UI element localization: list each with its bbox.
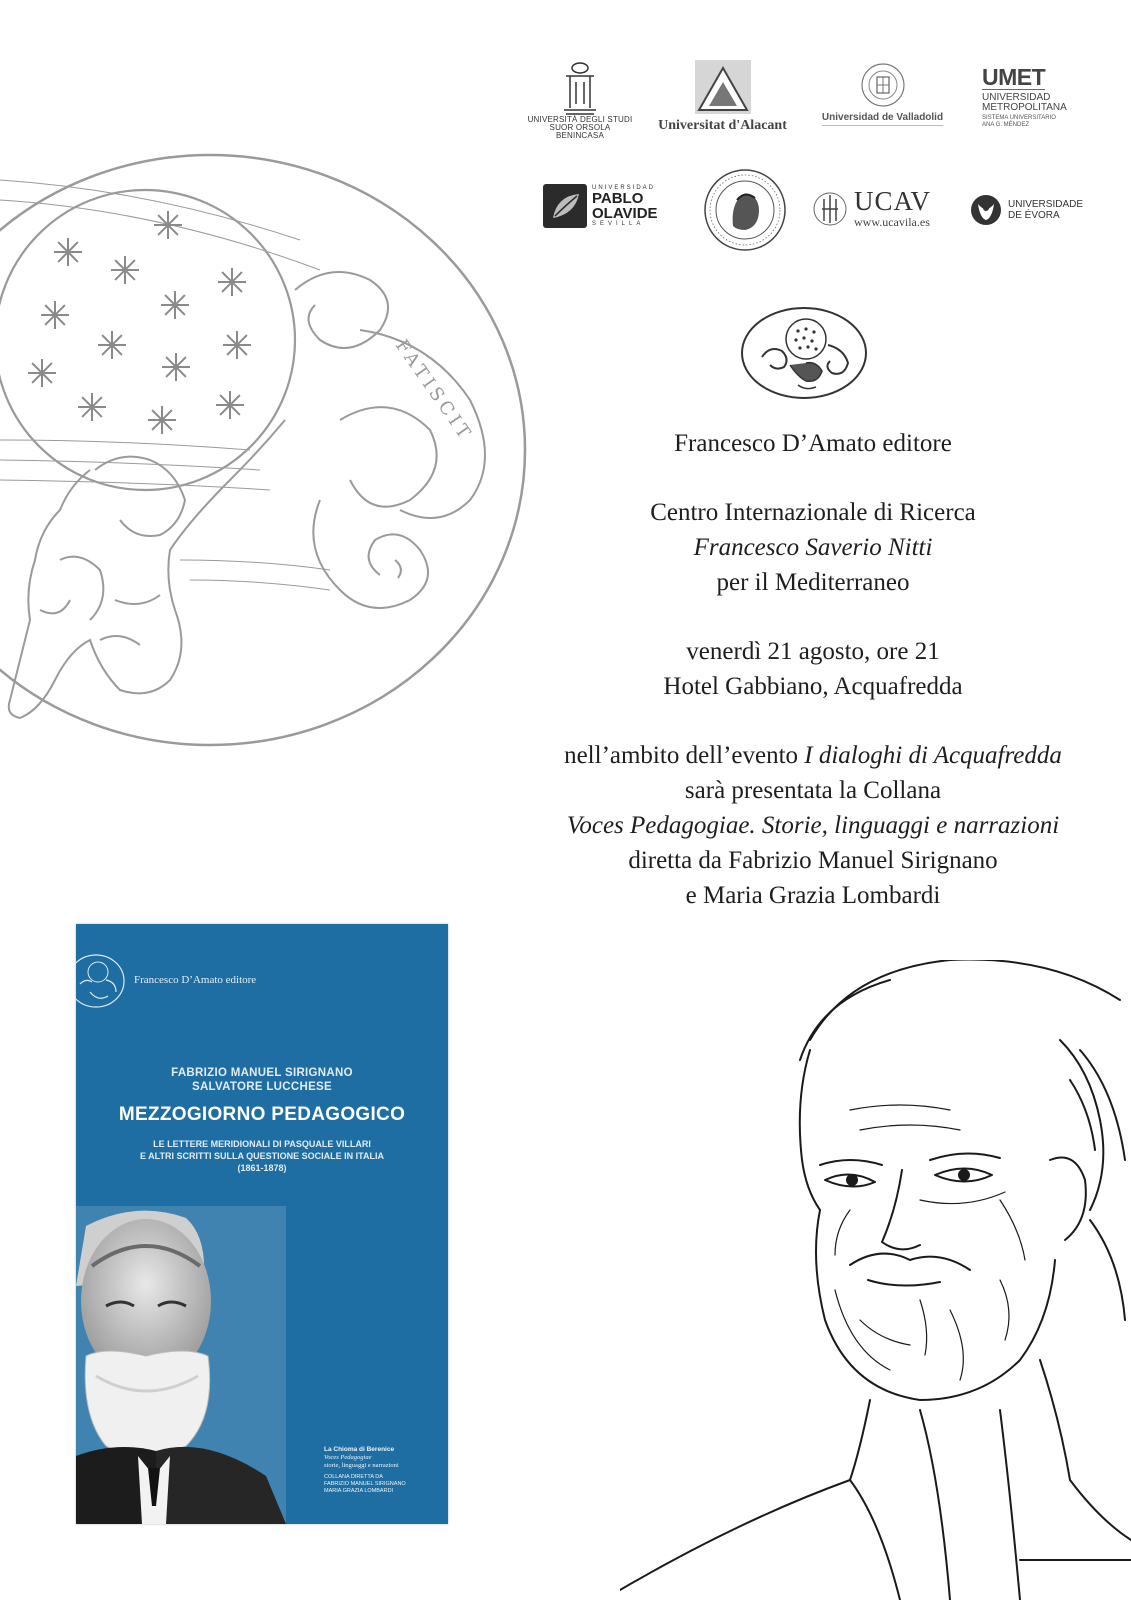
cover-author-2: SALVATORE LUCCHESE <box>191 1081 332 1093</box>
portrait-seal-icon <box>703 168 787 252</box>
cover-portrait-photo <box>76 1206 286 1524</box>
logo-universitat-alacant <box>655 60 790 134</box>
cover-subtitle-2: E ALTRI SCRITTI SULLA QUESTIONE SOCIALE IN ITALIA <box>140 1151 384 1161</box>
context-event: I dialoghi di Acquafredda <box>804 742 1062 769</box>
centre-line-2: Francesco Saverio Nitti <box>693 534 933 561</box>
evora-swirl-icon <box>970 194 1002 226</box>
cover-subtitle-3: (1861-1878) <box>237 1163 287 1173</box>
event-announcement <box>518 426 1108 913</box>
ucav-url: www.ucavila.es <box>854 215 930 229</box>
event-publisher: Francesco D’Amato editore <box>674 430 952 457</box>
leaf-icon <box>543 184 587 228</box>
atlas-globe-illustration <box>0 140 530 770</box>
cover-series-dir-2: FABRIZIO MANUEL SIRIGNANO <box>324 1481 406 1487</box>
alacant-name: Universitat d'Alacant <box>658 118 787 133</box>
series-title: Voces Pedagogiae. Storie, linguaggi e narrazioni <box>566 812 1060 839</box>
university-building-icon <box>560 60 600 116</box>
cover-emblem-icon <box>76 952 126 1010</box>
triangle-logo-icon <box>695 60 751 114</box>
logo-universidade-evora <box>970 190 1090 230</box>
logo-pablo-de-olavide <box>543 183 663 229</box>
valladolid-name: Universidad de Valladolid <box>822 112 943 126</box>
event-date: venerdì 21 agosto, ore 21 <box>686 638 940 665</box>
cover-title: MEZZOGIORNO PEDAGOGICO <box>118 1104 406 1125</box>
cover-series-name: La Chioma di Berenice <box>324 1446 395 1453</box>
event-venue: Hotel Gabbiano, Acquafredda <box>663 673 963 700</box>
presentation-line: sarà presentata la Collana <box>684 777 942 804</box>
cover-series-info <box>324 1446 444 1495</box>
cover-authors <box>76 1066 448 1094</box>
cover-subtitle-1: LE LETTERE MERIDIONALI DI PASQUALE VILLARI <box>153 1139 371 1149</box>
logo-universidad-valladolid <box>815 62 950 126</box>
centre-line-3: per il Mediterraneo <box>716 569 910 596</box>
logo-suor-orsola-benincasa <box>525 60 635 140</box>
context-prefix: nell’ambito dell’evento <box>564 742 805 769</box>
centre-line-1: Centro Internazionale di Ricerca <box>650 499 976 526</box>
crest-icon <box>812 185 848 233</box>
cover-author-1: FABRIZIO MANUEL SIRIGNANO <box>171 1067 353 1079</box>
publisher-emblem-icon <box>740 305 868 401</box>
cover-subtitle <box>76 1138 448 1174</box>
fatiscit-motto: FATISCIT <box>390 335 477 446</box>
evora-line-1: UNIVERSIDADE <box>1008 199 1084 210</box>
olavide-name-1: PABLO <box>592 190 644 207</box>
directed-line-2: e Maria Grazia Lombardi <box>685 882 941 909</box>
villari-portrait-sketch <box>620 960 1131 1600</box>
umet-line-2: METROPOLITANA <box>982 102 1067 113</box>
logo-ucav <box>812 184 952 234</box>
cover-series-italic: Voces Pedagogiae <box>324 1454 372 1461</box>
cover-series-dir-3: MARIA GRAZIA LOMBARDI <box>324 1488 394 1494</box>
umet-line-1: UNIVERSIDAD <box>982 92 1051 103</box>
orsola-line-1: UNIVERSITÀ DEGLI STUDI <box>527 115 633 124</box>
evora-line-2: DE ÉVORA <box>1008 210 1060 221</box>
orsola-line-3: BENINCASA <box>555 131 605 140</box>
cover-series-dir-1: COLLANA DIRETTA DA <box>324 1474 383 1480</box>
orsola-line-2: SUOR ORSOLA <box>549 123 611 132</box>
book-cover <box>76 924 448 1524</box>
cover-series-sub: storie, linguaggi e narrazioni <box>324 1462 399 1469</box>
olavide-name-2: OLAVIDE <box>592 205 658 222</box>
umet-line-4: ANA G. MÉNDEZ <box>982 122 1030 128</box>
ucav-name: UCAV <box>854 186 932 216</box>
olavide-top: UNIVERSIDAD <box>592 185 656 191</box>
cover-publisher: Francesco D’Amato editore <box>134 974 257 986</box>
event-context <box>518 738 1108 773</box>
logo-umet <box>982 66 1082 129</box>
umet-acronym: UMET <box>982 64 1046 90</box>
umet-line-3: SISTEMA UNIVERSITARIO <box>982 115 1056 121</box>
seal-icon <box>860 62 906 108</box>
directed-line-1: diretta da Fabrizio Manuel Sirignano <box>628 847 998 874</box>
olavide-bottom: SEVILLA <box>592 221 645 227</box>
